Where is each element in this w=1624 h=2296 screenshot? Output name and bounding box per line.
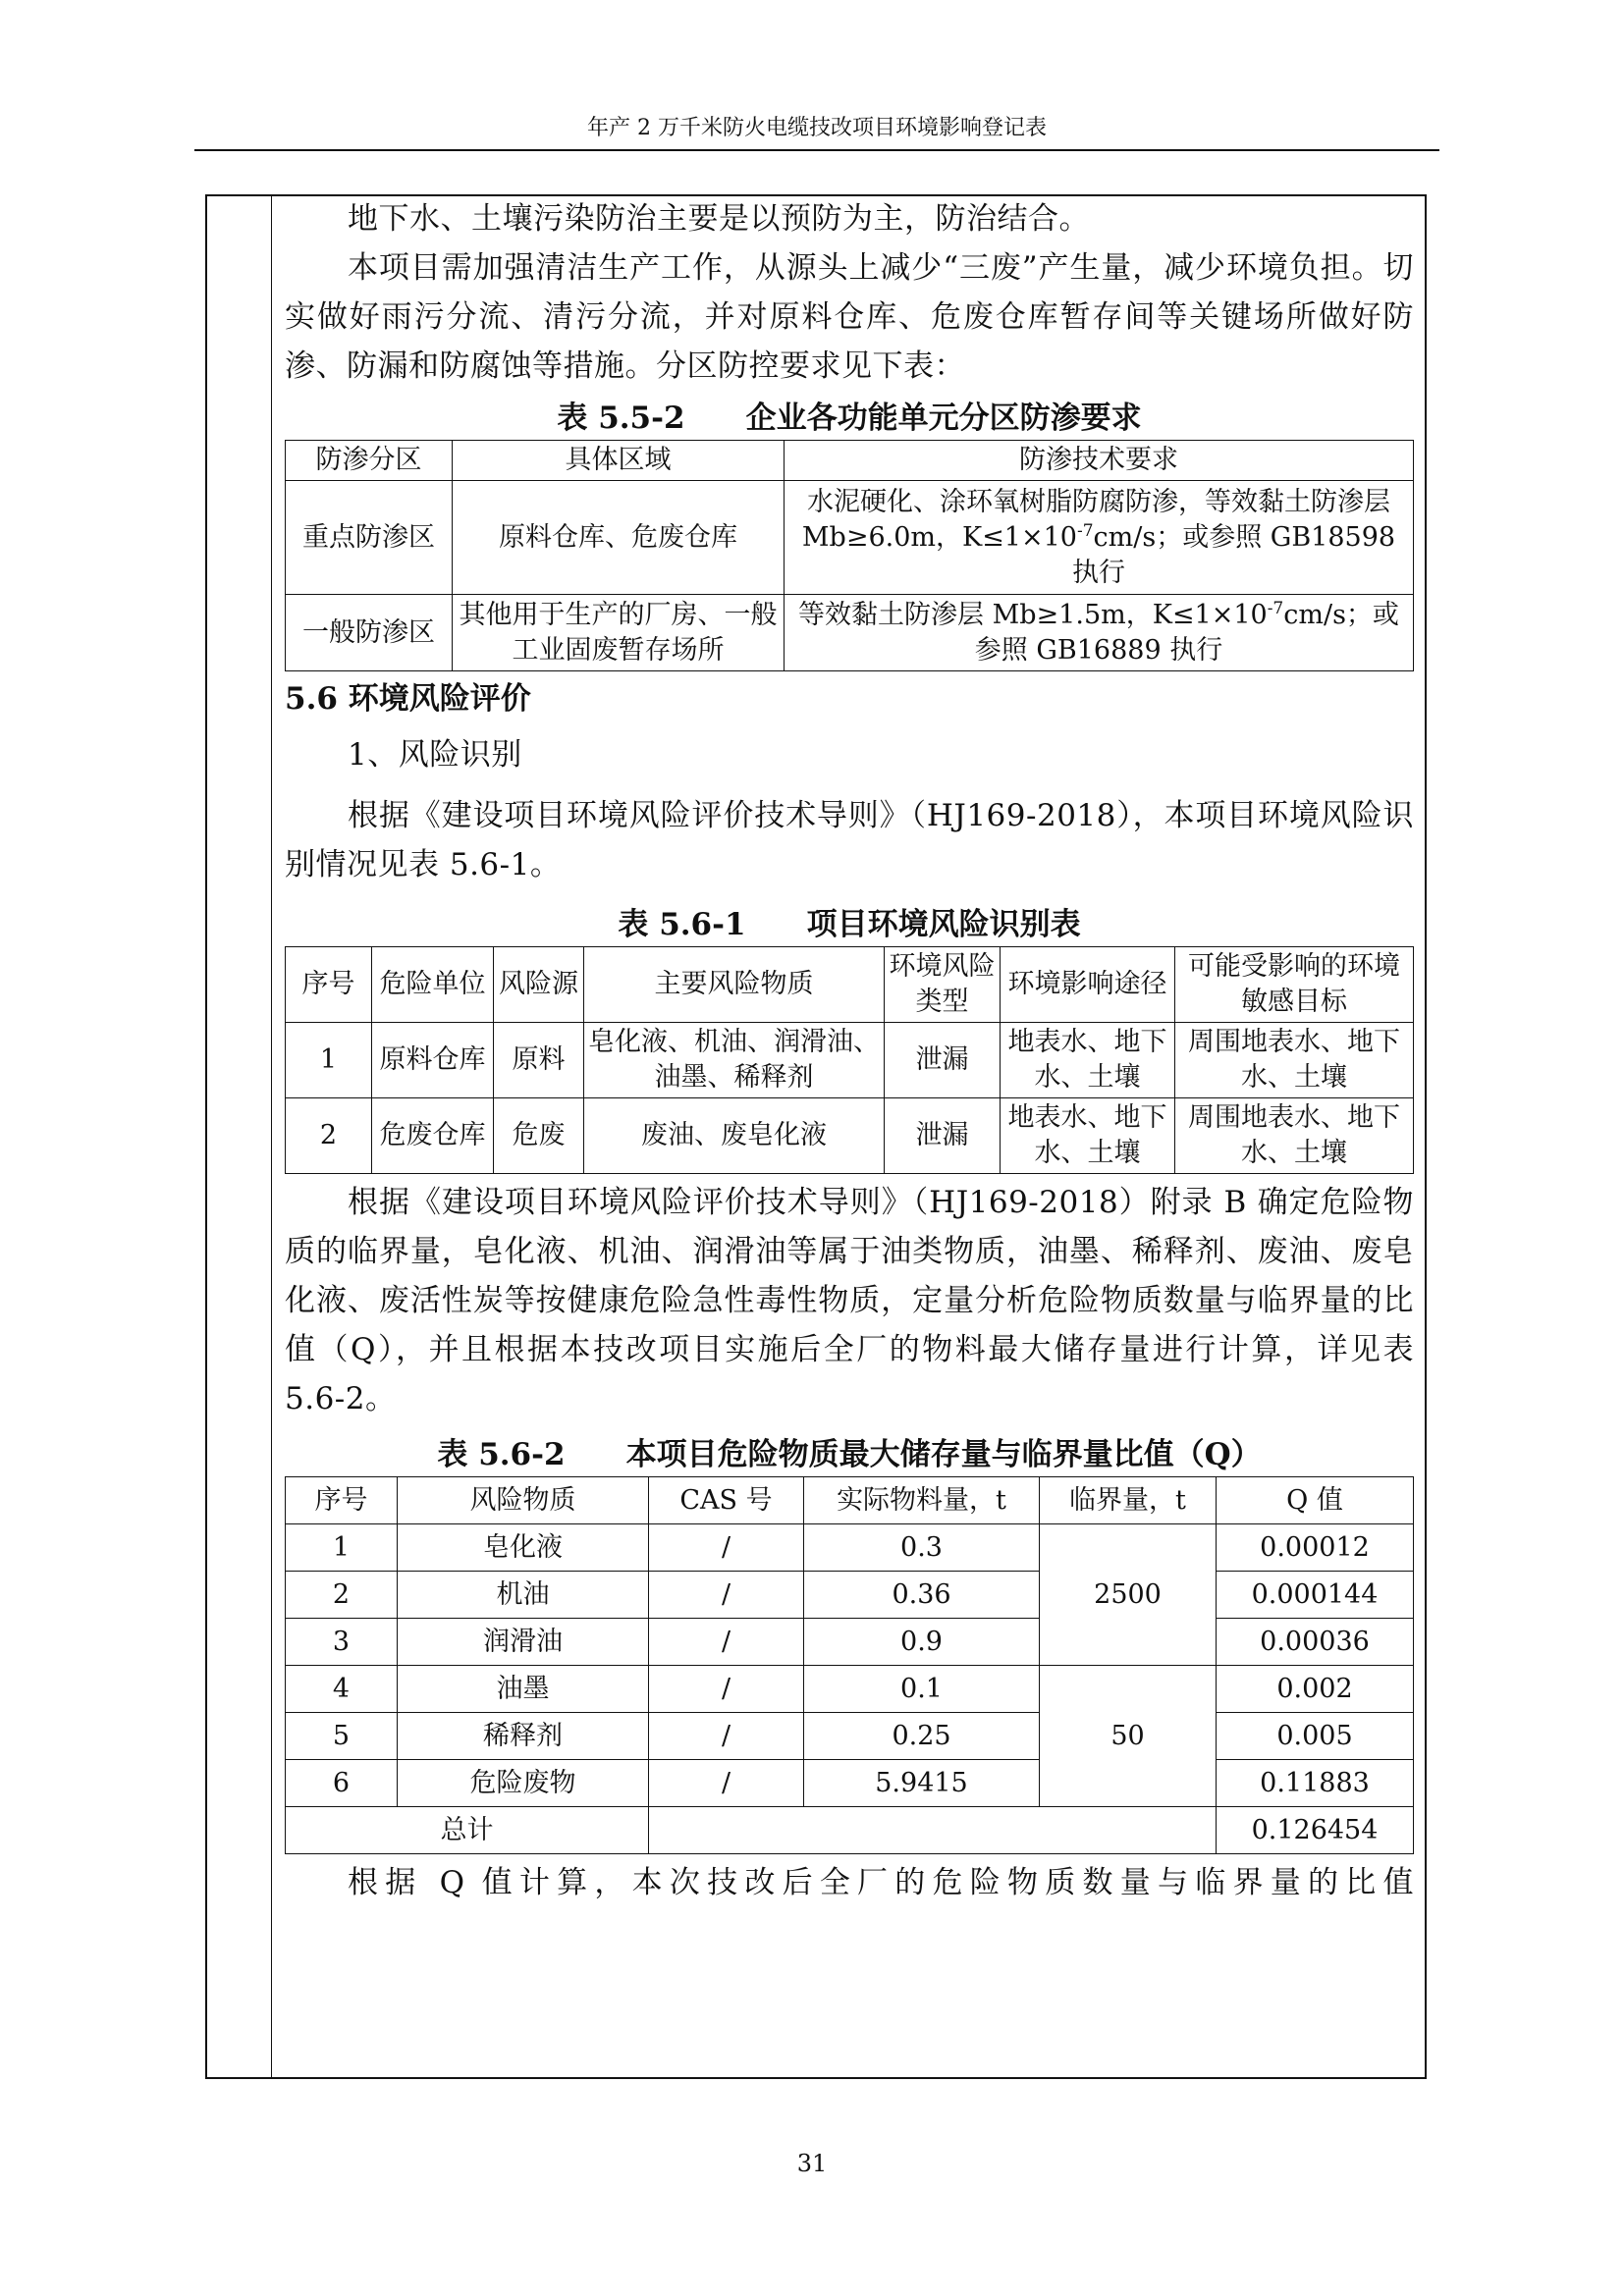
table-row: [286, 595, 1414, 671]
table-cell: 原料: [494, 1023, 584, 1098]
table-row: [286, 1619, 1414, 1666]
table-header-cell: 风险物质: [398, 1477, 649, 1524]
frame-label-column-divider: [271, 196, 272, 2077]
table-cell: /: [649, 1760, 804, 1807]
paragraph-risk-guideline: 根据《建设项目环境风险评价技术导则》（HJ169-2018），本项目环境风险识别情况见表 5.6-1。: [285, 798, 1414, 882]
table-header-cell: 可能受影响的环境敏感目标: [1175, 947, 1414, 1023]
paragraph-clean-production: 本项目需加强清洁生产工作，从源头上减少“三废”产生量，减少环境负担。切实做好雨污分流、清污分流，并对原料仓库、危废仓库暂存间等关键场所做好防渗、防漏和防腐蚀等措施。分区防控要求见下表：: [285, 250, 1414, 384]
table-total-label: 总计: [286, 1807, 649, 1854]
table-cell-threshold: 50: [1040, 1666, 1217, 1807]
content-area: [285, 194, 1414, 1907]
table-cell: 油墨: [398, 1666, 649, 1713]
table-header-cell: 危险单位: [372, 947, 494, 1023]
table-cell: /: [649, 1524, 804, 1572]
table-row: [286, 1572, 1414, 1619]
table-cell: 原料仓库、危废仓库: [453, 481, 785, 595]
table-header-cell: 实际物料量，t: [804, 1477, 1040, 1524]
table-cell: 4: [286, 1666, 398, 1713]
table-header-cell: 主要风险物质: [584, 947, 885, 1023]
table-cell: 0.00012: [1217, 1524, 1414, 1572]
table-cell: 地表水、地下水、土壤: [1001, 1023, 1175, 1098]
table-cell: 废油、废皂化液: [584, 1098, 885, 1174]
table-cell: 1: [286, 1524, 398, 1572]
table-caption-risk: 表 5.6-1 项目环境风险识别表: [618, 907, 1081, 942]
table-cell: 0.25: [804, 1713, 1040, 1760]
table-cell: 0.002: [1217, 1666, 1414, 1713]
page-number: 31: [796, 2150, 828, 2177]
table-cell: /: [649, 1713, 804, 1760]
table-cell: 0.9: [804, 1619, 1040, 1666]
table-cell: 周围地表水、地下水、土壤: [1175, 1023, 1414, 1098]
table-cell: 原料仓库: [372, 1023, 494, 1098]
table-cell: 0.11883: [1217, 1760, 1414, 1807]
paragraph-groundwater: 地下水、土壤污染防治主要是以预防为主，防治结合。: [348, 201, 1090, 237]
table-cell: 等效黏土防渗层 Mb≥1.5m，$K\le 1\times 10^{-7}cm/s$；或参照 GB16889 执行: [785, 595, 1414, 671]
table-cell: 泄漏: [885, 1023, 1001, 1098]
table-cell: 危废仓库: [372, 1098, 494, 1174]
table-row: [286, 1713, 1414, 1760]
table-cell: 1: [286, 1023, 372, 1098]
table-cell: /: [649, 1619, 804, 1666]
table-cell: 危废: [494, 1098, 584, 1174]
table-cell: 水泥硬化、涂环氧树脂防腐防渗，等效黏土防渗层 Mb≥6.0m，$K\le 1\times 10^{-7}cm/s$；或参照 GB18598 执行: [785, 481, 1414, 595]
table-header-cell: 环境风险类型: [885, 947, 1001, 1023]
table-header-cell: 防渗分区: [286, 441, 453, 481]
table-cell: /: [649, 1572, 804, 1619]
table-cell: 危险废物: [398, 1760, 649, 1807]
table-header-row: [286, 1477, 1414, 1524]
table-cell: /: [649, 1666, 804, 1713]
table-row: [286, 1666, 1414, 1713]
table-cell: 地表水、地下水、土壤: [1001, 1098, 1175, 1174]
table-cell: 一般防渗区: [286, 595, 453, 671]
q-ratio-table: [285, 1476, 1414, 1854]
table-cell: 泄漏: [885, 1098, 1001, 1174]
table-cell: 0.36: [804, 1572, 1040, 1619]
table-header-row: [286, 441, 1414, 481]
table-cell: 润滑油: [398, 1619, 649, 1666]
table-row: [286, 481, 1414, 595]
paragraph-q-calculation: 根据 Q 值计算，本次技改后全厂的危险物质数量与临界量的比值: [348, 1865, 1414, 1900]
table-cell: 其他用于生产的厂房、一般工业固废暂存场所: [453, 595, 785, 671]
table-cell: 5.9415: [804, 1760, 1040, 1807]
header-rule: [194, 149, 1439, 151]
table-cell: 3: [286, 1619, 398, 1666]
table-total-value: 0.126454: [1217, 1807, 1414, 1854]
table-cell: 2: [286, 1098, 372, 1174]
table-total-row: [286, 1807, 1414, 1854]
table-cell-threshold: 2500: [1040, 1524, 1217, 1666]
table-header-cell: 防渗技术要求: [785, 441, 1414, 481]
table-cell-empty: [649, 1807, 1217, 1854]
table-header-cell: 序号: [286, 1477, 398, 1524]
table-header-cell: 环境影响途径: [1001, 947, 1175, 1023]
table-cell: 0.005: [1217, 1713, 1414, 1760]
table-cell: 0.3: [804, 1524, 1040, 1572]
table-row: [286, 1524, 1414, 1572]
table-caption-q-ratio: 表 5.6-2 本项目危险物质最大储存量与临界量比值（Q）: [437, 1437, 1262, 1472]
table-caption-seepage: 表 5.5-2 企业各功能单元分区防渗要求: [557, 400, 1142, 436]
section-title: 5.6 环境风险评价: [285, 681, 531, 717]
table-cell: 皂化液、机油、润滑油、油墨、稀释剂: [584, 1023, 885, 1098]
table-header-cell: 具体区域: [453, 441, 785, 481]
table-cell: 周围地表水、地下水、土壤: [1175, 1098, 1414, 1174]
table-cell: 重点防渗区: [286, 481, 453, 595]
table-header-cell: 序号: [286, 947, 372, 1023]
table-cell: 机油: [398, 1572, 649, 1619]
table-cell: 0.1: [804, 1666, 1040, 1713]
risk-identification-table: [285, 946, 1414, 1174]
table-row: [286, 1098, 1414, 1174]
table-cell: 6: [286, 1760, 398, 1807]
table-row: [286, 1760, 1414, 1807]
table-row: [286, 1023, 1414, 1098]
table-cell: 5: [286, 1713, 398, 1760]
table-cell: 皂化液: [398, 1524, 649, 1572]
table-header-cell: Q 值: [1217, 1477, 1414, 1524]
table-cell: 0.00036: [1217, 1619, 1414, 1666]
table-cell: 稀释剂: [398, 1713, 649, 1760]
table-header-cell: CAS 号: [649, 1477, 804, 1524]
paragraph-critical-quantity: 根据《建设项目环境风险评价技术导则》（HJ169-2018）附录 B 确定危险物质的临界量，皂化液、机油、润滑油等属于油类物质，油墨、稀释剂、废油、废皂化液、废活性炭等按健康危险急性毒性物质，定量分析危险物质数量与临界量的比值（Q），并且根据本技改项目实施后全厂的物料最大储存量进行计算，详见表 5.6-2。: [285, 1185, 1414, 1416]
table-cell: 2: [286, 1572, 398, 1619]
running-header: 年产 2 万千米防火电缆技改项目环境影响登记表: [587, 116, 1047, 140]
table-header-row: [286, 947, 1414, 1023]
seepage-zone-table: [285, 440, 1414, 671]
table-cell: 0.000144: [1217, 1572, 1414, 1619]
table-header-cell: 风险源: [494, 947, 584, 1023]
paragraph-risk-identification: 1、风险识别: [348, 737, 522, 773]
table-header-cell: 临界量，t: [1040, 1477, 1217, 1524]
